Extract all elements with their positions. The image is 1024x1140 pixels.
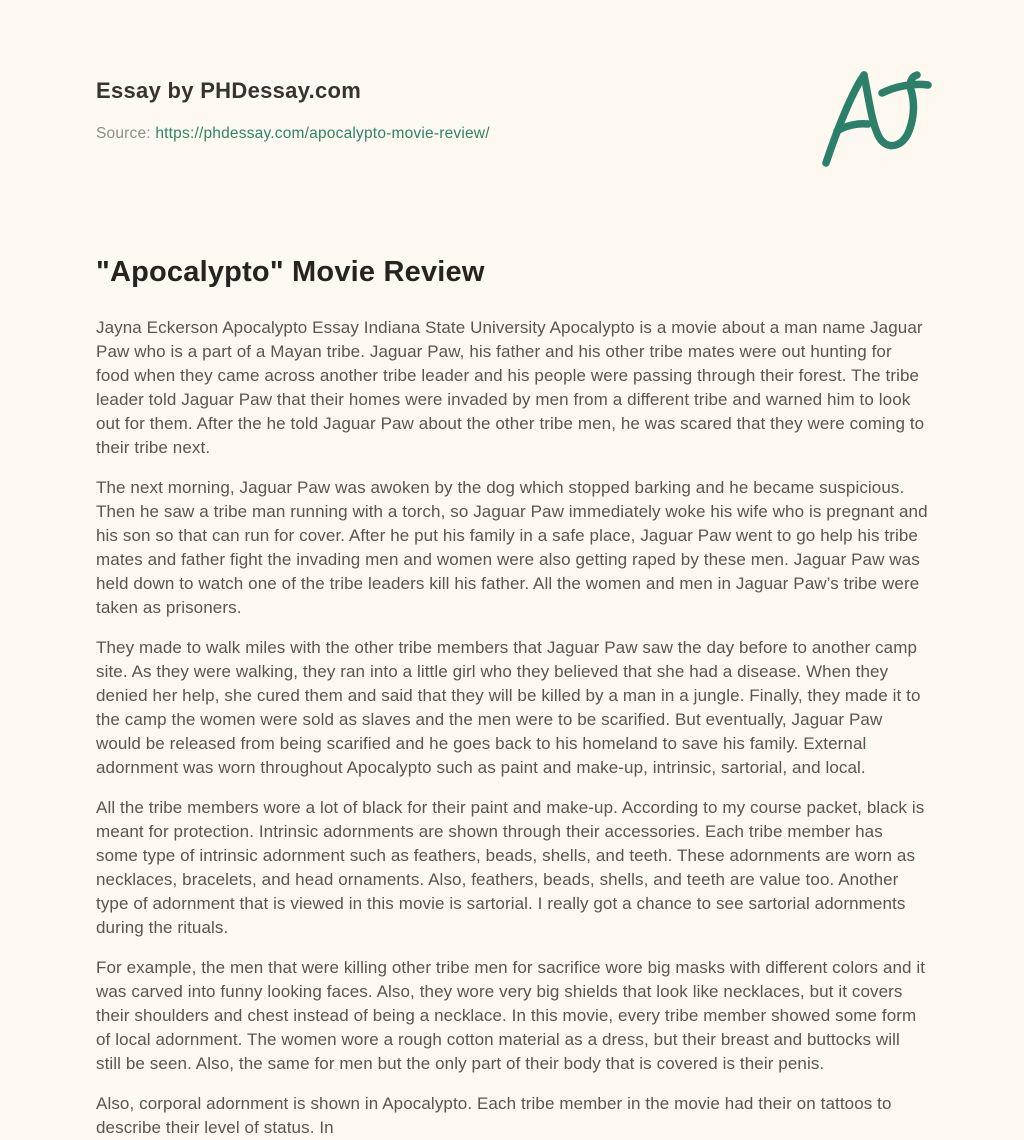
page-header xyxy=(96,70,928,170)
source-line xyxy=(96,125,490,143)
essay-paragraph: The next morning, Jaguar Paw was awoken by the dog which stopped barking and he became suspicious. Then he saw a tribe man running with a torch, so Jaguar Paw immediately woke his wife who is pregnant and his son so that can run for cover. After he put his family in a safe place, Jaguar Paw went to go help his tribe mates and father fight the invading men and women were also getting raped by these men. Jaguar Paw was held down to watch one of the tribe leaders kill his father. All the women and men in Jaguar Paw’s tribe were taken as prisoners. xyxy=(96,478,928,617)
header-text-block xyxy=(96,70,490,143)
source-url-link[interactable]: https://phdessay.com/apocalypto-movie-review/ xyxy=(155,125,490,142)
essay-paragraph: For example, the men that were killing other tribe men for sacrifice wore big masks with different colors and it was carved into funny looking faces. Also, they wore very big shields that look like necklaces, but it covers their shoulders and chest instead of being a necklace. In this movie, every tribe member showed some form of local adornment. The women wore a rough cotton material as a dress, but their breast and buttocks will still be seen. Also, the same for men but the only part of their body that is covered is their penis. xyxy=(96,958,926,1073)
essay-title: "Apocalypto" Movie Review xyxy=(96,256,485,288)
source-label: Source: xyxy=(96,125,151,142)
phdessay-a-plus-logo-icon xyxy=(814,66,934,170)
essay-paragraph: Jayna Eckerson Apocalypto Essay Indiana State University Apocalypto is a movie about a man name Jaguar Paw who is a part of a Mayan tribe. Jaguar Paw, his father and his other tribe mates were out hunting for food when they came across another tribe leader and his people were passing through their forest. The tribe leader told Jaguar Paw that their homes were invaded by men from a different tribe and warned him to look out for them. After the he told Jaguar Paw about the other tribe men, he was scared that they were coming to their tribe next. xyxy=(96,318,925,457)
essay-paragraph: They made to walk miles with the other tribe members that Jaguar Paw saw the day before to another camp site. As they were walking, they ran into a little girl who they believed that she had a disease. When they denied her help, she cured them and said that they will be killed by a man in a jungle. Finally, they made it to the camp the women were sold as slaves and the men were to be scarified. But eventually, Jaguar Paw would be released from being scarified and he goes back to his homeland to save his family. External adornment was worn throughout Apocalypto such as paint and make-up, intrinsic, sartorial, and local. xyxy=(96,638,921,777)
brand-title: Essay by PHDessay.com xyxy=(96,78,362,103)
essay-body xyxy=(96,316,928,1140)
essay-paragraph: Also, corporal adornment is shown in Apocalypto. Each tribe member in the movie had their on tattoos to describe their level of status. In xyxy=(96,1094,892,1137)
essay-paragraph: All the tribe members wore a lot of black for their paint and make-up. According to my course packet, black is meant for protection. Intrinsic adornments are shown through their accessories. Each tribe member has some type of intrinsic adornment such as feathers, beads, shells, and teeth. These adornments are worn as necklaces, bracelets, and head ornaments. Also, feathers, beads, shells, and teeth are value too. Another type of adornment that is viewed in this movie is sartorial. I really got a chance to see sartorial adornments during the rituals. xyxy=(96,798,925,937)
